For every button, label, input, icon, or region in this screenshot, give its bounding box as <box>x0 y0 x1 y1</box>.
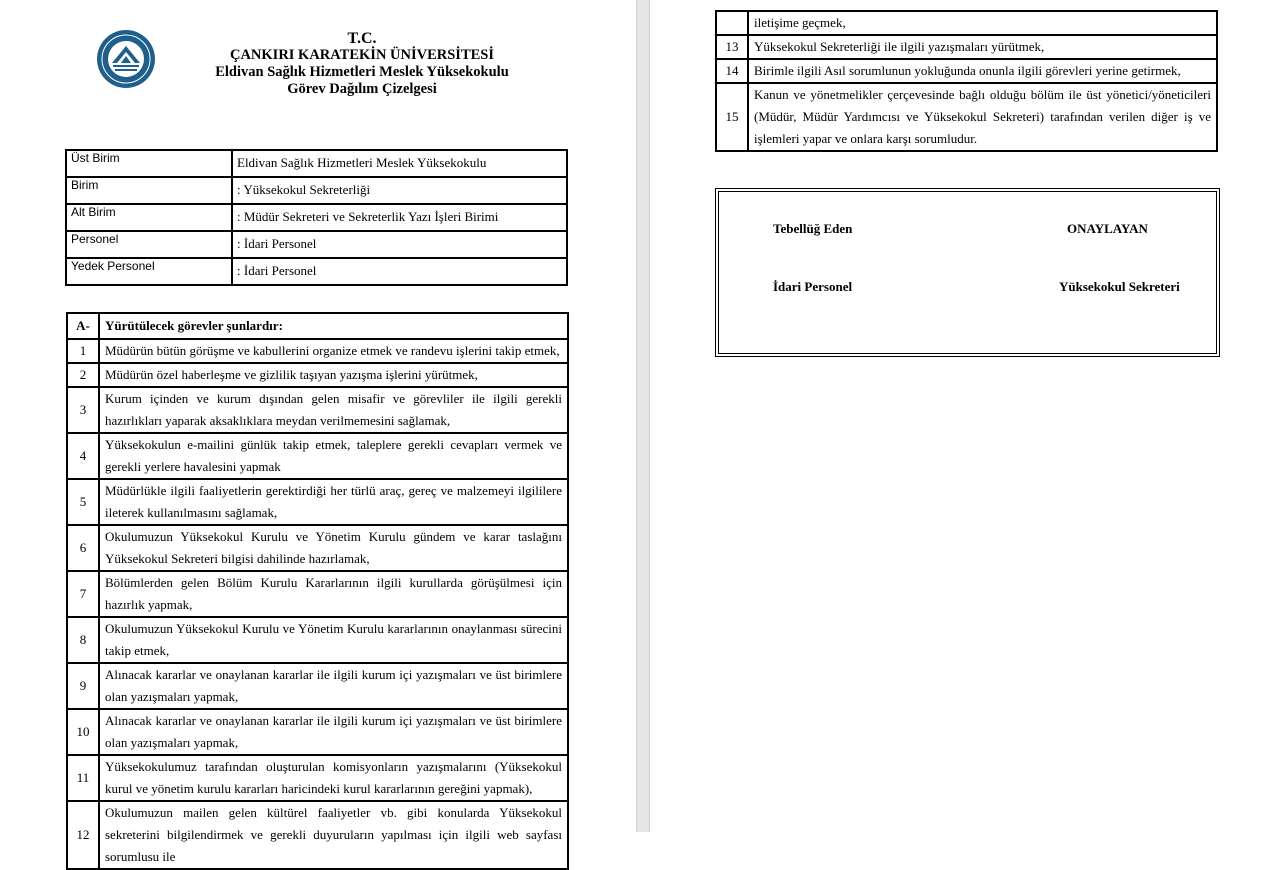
task-row <box>67 709 568 755</box>
task-number: 8 <box>67 617 99 663</box>
info-row <box>66 231 567 258</box>
task-row <box>67 617 568 663</box>
signature-right-name: Yüksekokul Sekreteri <box>1059 279 1180 294</box>
task-number: 12 <box>67 801 99 869</box>
university-name: ÇANKIRI KARATEKİN ÜNİVERSİTESİ <box>229 47 494 63</box>
task-row <box>67 387 568 433</box>
task-number: 1 <box>67 339 99 363</box>
info-key: Alt Birim <box>66 204 232 231</box>
task-number: 10 <box>67 709 99 755</box>
info-key: Birim <box>66 177 232 204</box>
document-header <box>160 30 564 98</box>
task-text: Bölümlerden gelen Bölüm Kurulu Kararlarının ilgili kurullarda görüşülmesi için hazırlık yapmak, <box>99 571 568 617</box>
info-row <box>66 204 567 231</box>
university-logo <box>96 29 156 89</box>
task-list-table-continued <box>715 10 1218 152</box>
signature-right-title: ONAYLAYAN <box>1067 221 1148 236</box>
task-number: 5 <box>67 479 99 525</box>
task-row <box>716 11 1217 35</box>
task-row <box>716 35 1217 59</box>
task-number: 3 <box>67 387 99 433</box>
task-text: Kurum içinden ve kurum dışından gelen misafir ve görevliler ile ilgili gerekli hazırlıkları yaparak aksaklıklara meydan verilmemesini sağlamak, <box>99 387 568 433</box>
info-key: Personel <box>66 231 232 258</box>
info-value: : İdari Personel <box>232 258 567 285</box>
task-row <box>67 755 568 801</box>
task-number: 6 <box>67 525 99 571</box>
task-number: 15 <box>716 83 748 151</box>
task-text: Okulumuzun Yüksekokul Kurulu ve Yönetim Kurulu kararlarının onaylanması sürecini takip etmek, <box>99 617 568 663</box>
task-number: 14 <box>716 59 748 83</box>
task-text: Alınacak kararlar ve onaylanan kararlar ile ilgili kurum içi yazışmaları ve üst birimlere olan yazışmaları yapmak, <box>99 709 568 755</box>
info-row <box>66 258 567 285</box>
task-text: iletişime geçmek, <box>748 11 1217 35</box>
task-row <box>67 433 568 479</box>
task-number: 13 <box>716 35 748 59</box>
page-gap <box>636 0 650 832</box>
task-text: Alınacak kararlar ve onaylanan kararlar ile ilgili kurum içi yazışmaları ve üst birimlere olan yazışmaları yapmak, <box>99 663 568 709</box>
task-row <box>67 801 568 869</box>
document-page-1 <box>0 0 636 864</box>
task-text: Okulumuzun mailen gelen kültürel faaliyetler vb. gibi konularda Yüksekokul sekreterini bilgilendirmek ve gerekli duyuruların yapılması için ilgili web sayfası sorumlusu ile <box>99 801 568 869</box>
task-text: Yüksekokul Sekreterliği ile ilgili yazışmaları yürütmek, <box>748 35 1217 59</box>
signature-left-title: Tebellüğ Eden <box>773 221 853 236</box>
unit-info-table <box>65 149 568 286</box>
signature-inner-border <box>718 191 1217 354</box>
task-row <box>67 479 568 525</box>
task-header-num: A- <box>67 313 99 339</box>
info-value: : Yüksekokul Sekreterliği <box>232 177 567 204</box>
task-row <box>716 59 1217 83</box>
task-number: 9 <box>67 663 99 709</box>
header-tc: T.C. <box>347 30 377 47</box>
task-text: Kanun ve yönetmelikler çerçevesinde bağlı olduğu bölüm ile üst yönetici/yöneticileri (Müdür, Müdür Yardımcısı ve Yüksekokul Sekreteri) tarafından verilen diğer iş ve işlemleri yapar ve onlara karşı sorumludur. <box>748 83 1217 151</box>
task-text: Müdürlükle ilgili faaliyetlerin gerektirdiği her türlü araç, gereç ve malzemeyi ilgililere ileterek kullanılmasını sağlamak, <box>99 479 568 525</box>
signature-left-name: İdari Personel <box>773 279 853 294</box>
task-row <box>67 571 568 617</box>
school-name: Eldivan Sağlık Hizmetleri Meslek Yüksekokulu <box>215 64 509 80</box>
task-header-row <box>67 313 568 339</box>
task-list-table <box>66 312 569 870</box>
task-text: Yüksekokulun e-mailini günlük takip etmek, taleplere gerekli cevapları vermek ve gerekli yerlere havalesini yapmak <box>99 433 568 479</box>
task-text: Müdürün özel haberleşme ve gizlilik taşıyan yazışma işlerini yürütmek, <box>99 363 568 387</box>
task-row <box>67 663 568 709</box>
task-number: 11 <box>67 755 99 801</box>
task-row <box>67 363 568 387</box>
info-row <box>66 150 567 177</box>
task-row <box>67 339 568 363</box>
task-number: 2 <box>67 363 99 387</box>
task-header-title: Yürütülecek görevler şunlardır: <box>99 313 568 339</box>
task-text: Müdürün bütün görüşme ve kabullerini organize etmek ve randevu işlerini takip etmek, <box>99 339 568 363</box>
task-row <box>67 525 568 571</box>
task-text: Okulumuzun Yüksekokul Kurulu ve Yönetim Kurulu gündem ve karar taslağını Yüksekokul Sekreteri bilgisi dahilinde hazırlamak, <box>99 525 568 571</box>
task-text: Yüksekokulumuz tarafından oluşturulan komisyonların yazışmalarını (Yüksekokul kurul ve yönetim kurulu kararları haricindeki kurul kararlarının gereğini yapmak), <box>99 755 568 801</box>
info-value: : Müdür Sekreteri ve Sekreterlik Yazı İşleri Birimi <box>232 204 567 231</box>
info-value: : İdari Personel <box>232 231 567 258</box>
signature-box <box>715 188 1220 357</box>
task-number: 7 <box>67 571 99 617</box>
task-text: Birimle ilgili Asıl sorumlunun yokluğunda onunla ilgili görevleri yerine getirmek, <box>748 59 1217 83</box>
task-number <box>716 11 748 35</box>
info-value: Eldivan Sağlık Hizmetleri Meslek Yüksekokulu <box>232 150 567 177</box>
info-row <box>66 177 567 204</box>
task-row <box>716 83 1217 151</box>
task-number: 4 <box>67 433 99 479</box>
info-key: Üst Birim <box>66 150 232 177</box>
info-key: Yedek Personel <box>66 258 232 285</box>
document-title: Görev Dağılım Çizelgesi <box>287 81 437 97</box>
